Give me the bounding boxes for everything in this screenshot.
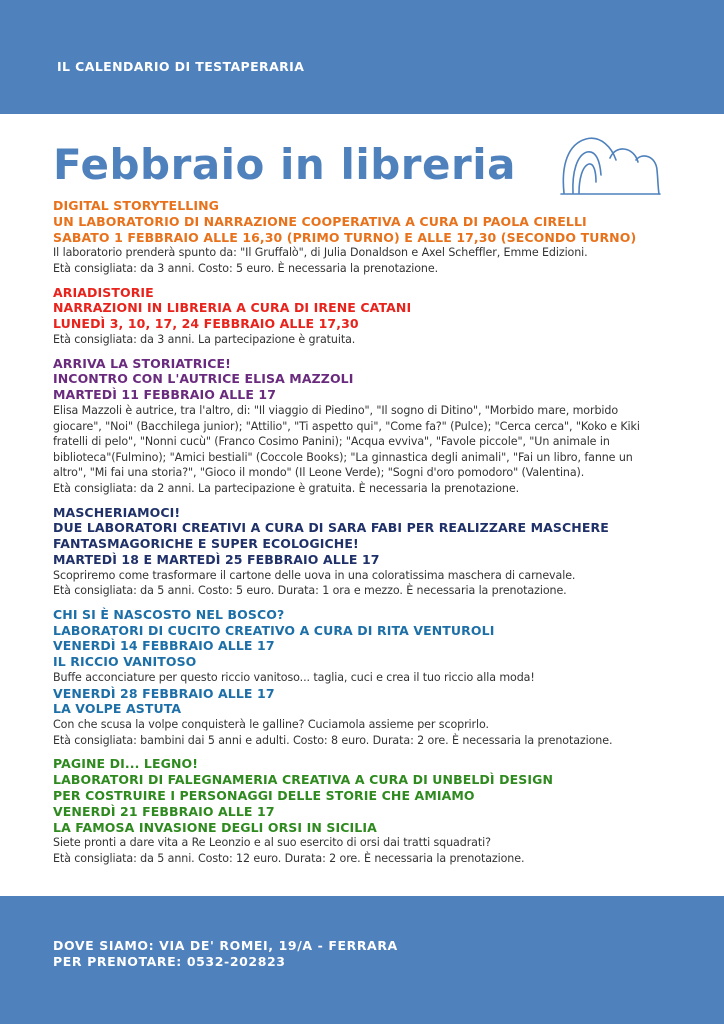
event-subtitle: LA FAMOSA INVASIONE DEGLI ORSI IN SICILIA xyxy=(53,819,377,835)
event-date: VENERDÌ 21 FEBBRAIO ALLE 17 xyxy=(53,803,275,819)
event-text: Età consigliata: da 3 anni. La partecipazione è gratuita. xyxy=(53,332,356,346)
event-date: VENERDÌ 28 FEBBRAIO ALLE 17 xyxy=(53,685,275,701)
event-text: giocare", "Noi" (Bacchilega junior); "Attilio", "Ti aspetto qui", "Come fa?" (Pulce); "Cerca cerca", "Koko e Kiki xyxy=(53,419,640,433)
arches-icon xyxy=(556,130,711,198)
event-text: fratelli di pelo", "Nonni cucù" (Franco Cosimo Panini); "Acqua evviva", "Favole piccole", "Un animale in xyxy=(53,435,610,449)
event-text: Il laboratorio prenderà spunto da: "Il Gruffalò", di Julia Donaldson e Axel Scheffler, Emme Edizioni. xyxy=(53,246,588,260)
footer-band xyxy=(0,896,724,1024)
event-heading: ARIADISTORIE xyxy=(53,284,154,300)
event-text: Con che scusa la volpe conquisterà le galline? Cuciamola assieme per scoprirlo. xyxy=(53,718,489,732)
event-heading: FANTASMAGORICHE E SUPER ECOLOGICHE! xyxy=(53,536,359,552)
event-subtitle: LA VOLPE ASTUTA xyxy=(53,701,182,717)
page-title: Febbraio in libreria xyxy=(53,140,516,189)
event-heading: DIGITAL STORYTELLING xyxy=(53,198,220,213)
event-date: MARTEDÌ 18 E MARTEDÌ 25 FEBBRAIO ALLE 17 xyxy=(53,551,380,567)
event-heading: ARRIVA LA STORIATRICE! xyxy=(53,355,231,371)
event-text: Età consigliata: bambini dai 5 anni e adulti. Costo: 8 euro. Durata: 2 ore. È necessaria la prenotazione. xyxy=(53,733,613,747)
event-pagine-legno xyxy=(53,756,693,866)
event-text: Età consigliata: da 5 anni. Costo: 12 euro. Durata: 2 ore. È necessaria la prenotazione. xyxy=(53,852,525,866)
event-date: LUNEDÌ 3, 10, 17, 24 FEBBRAIO ALLE 17,30 xyxy=(53,316,359,332)
event-heading: INCONTRO CON L'AUTRICE ELISA MAZZOLI xyxy=(53,371,354,387)
event-text: Elisa Mazzoli è autrice, tra l'altro, di: "Il viaggio di Piedino", "Il sogno di Ditino", "Morbido mare, morbido xyxy=(53,403,619,417)
footer-phone: PER PRENOTARE: 0532-202823 xyxy=(53,954,286,969)
event-subtitle: IL RICCIO VANITOSO xyxy=(53,654,197,670)
footer-address: DOVE SIAMO: VIA DE' ROMEI, 19/A - FERRARA xyxy=(53,938,398,953)
event-text: Scopriremo come trasformare il cartone delle uova in una coloratissima maschera di carnevale. xyxy=(53,568,576,582)
header-label: IL CALENDARIO DI TESTAPERARIA xyxy=(57,59,305,74)
event-date: SABATO 1 FEBBRAIO ALLE 16,30 (PRIMO TURNO) E ALLE 17,30 (SECONDO TURNO) xyxy=(53,229,637,245)
event-bosco xyxy=(53,607,693,749)
event-list xyxy=(53,198,693,875)
event-heading: MASCHERIAMOCI! xyxy=(53,504,181,520)
event-text: altro", "Mi fai una storia?", "Gioco il mondo" (Il Leone Verde); "Sogni d'oro pomodoro" (Valentina). xyxy=(53,466,585,480)
event-text: Età consigliata: da 3 anni. Costo: 5 euro. È necessaria la prenotazione. xyxy=(53,261,439,275)
event-text: biblioteca"(Fulmino); "Amici bestiali" (Coccole Books); "La ginnastica degli animali", "Fai un libro, fanne un xyxy=(53,450,633,464)
event-heading: PAGINE DI... LEGNO! xyxy=(53,756,199,772)
event-text: Siete pronti a dare vita a Re Leonzio e al suo esercito di orsi dai tratti squadrati? xyxy=(53,836,491,850)
event-heading: PER COSTRUIRE I PERSONAGGI DELLE STORIE CHE AMIAMO xyxy=(53,788,475,804)
event-heading: LABORATORI DI FALEGNAMERIA CREATIVA A CURA DI UNBELDÌ DESIGN xyxy=(53,772,553,788)
event-heading: UN LABORATORIO DI NARRAZIONE COOPERATIVA A CURA DI PAOLA CIRELLI xyxy=(53,213,587,229)
event-ariadistorie xyxy=(53,285,693,348)
event-heading: CHI SI È NASCOSTO NEL BOSCO? xyxy=(53,606,285,622)
event-heading: DUE LABORATORI CREATIVI A CURA DI SARA FABI PER REALIZZARE MASCHERE xyxy=(53,520,609,536)
event-digital-storytelling xyxy=(53,198,693,277)
event-heading: LABORATORI DI CUCITO CREATIVO A CURA DI RITA VENTUROLI xyxy=(53,622,495,638)
event-storiatrice xyxy=(53,356,693,497)
event-text: Età consigliata: da 5 anni. Costo: 5 euro. Durata: 1 ora e mezzo. È necessaria la prenotazione. xyxy=(53,584,567,598)
event-date: MARTEDÌ 11 FEBBRAIO ALLE 17 xyxy=(53,387,277,403)
event-date: VENERDÌ 14 FEBBRAIO ALLE 17 xyxy=(53,638,275,654)
event-heading: NARRAZIONI IN LIBRERIA A CURA DI IRENE CATANI xyxy=(53,300,412,316)
event-text: Buffe acconciature per questo riccio vanitoso... taglia, cuci e crea il tuo riccio alla moda! xyxy=(53,671,535,685)
header-band xyxy=(0,0,724,114)
event-mascheriamoci xyxy=(53,505,693,599)
event-text: Età consigliata: da 2 anni. La partecipazione è gratuita. È necessaria la prenotazione. xyxy=(53,481,519,495)
